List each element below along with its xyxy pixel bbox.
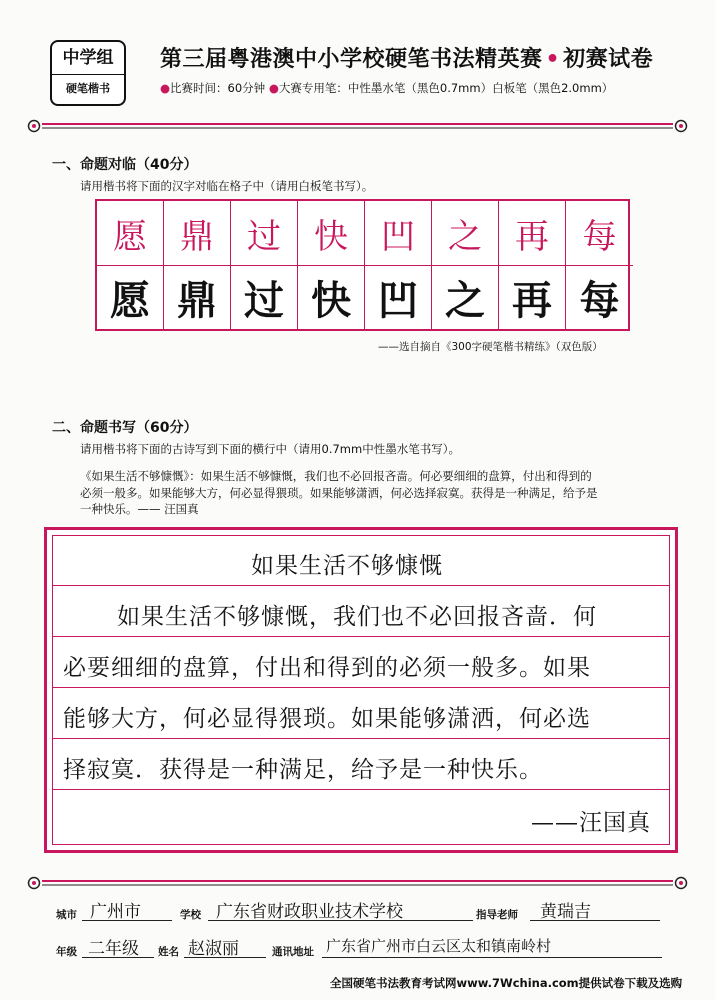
underline — [82, 957, 154, 958]
model-char: 过 — [231, 201, 298, 265]
poem-line: 必须一般多。如果能够大方，何必显得猥琐。如果能够潇洒，何必选择寂寞。获得是一种满足，给予是 — [80, 485, 598, 500]
bullet-icon: ● — [160, 81, 171, 95]
copy-grid — [95, 199, 630, 331]
exam-pen: 大赛专用笔：中性墨水笔（黑色0.7mm）白板笔（黑色2.0mm） — [278, 81, 614, 95]
address-label: 通讯地址 — [272, 946, 314, 958]
group-badge — [50, 40, 126, 106]
decorative-divider — [20, 875, 695, 891]
source-note: ——选自摘自《300字硬笔楷书精练》（双色版） — [378, 341, 603, 353]
underline — [208, 920, 473, 921]
written-char: 之 — [432, 265, 499, 329]
city-value: 广州市 — [90, 902, 141, 922]
decorative-divider — [20, 118, 695, 134]
model-char: 每 — [582, 216, 617, 257]
badge-group: 中学组 — [52, 42, 124, 75]
school-label: 学校 — [180, 909, 201, 921]
written-char: 过 — [231, 265, 298, 329]
poem-line: 一种快乐。—— 汪国真 — [80, 502, 199, 516]
teacher-label: 指导老师 — [476, 909, 518, 921]
address-value: 广东省广州市白云区太和镇南岭村 — [326, 937, 552, 955]
written-char: 愿 — [97, 265, 164, 329]
written-char: 凹 — [365, 265, 432, 329]
exam-info — [160, 80, 613, 96]
ruled-line — [53, 585, 669, 586]
teacher-value: 黄瑞吉 — [540, 902, 591, 922]
ruled-line — [53, 738, 669, 739]
badge-category: 硬笔楷书 — [66, 82, 110, 95]
city-label: 城市 — [56, 909, 77, 921]
poem-line: 《如果生活不够慷慨》：如果生活不够慷慨，我们也不必回报吝啬。何必要细细的盘算，付出和得到的 — [80, 469, 592, 483]
title-dot: • — [545, 47, 561, 72]
grade-label: 年级 — [56, 946, 77, 958]
model-char: 再 — [499, 201, 566, 265]
underline — [82, 920, 172, 921]
handwritten-line: 择寂寞．获得是一种满足，给予是一种快乐。 — [63, 757, 543, 783]
grade-value: 二年级 — [88, 939, 139, 959]
written-char: 再 — [499, 265, 566, 329]
model-char: 愿 — [97, 201, 164, 265]
section2-heading: 二、命题书写（60分） — [52, 420, 198, 436]
name-label: 姓名 — [158, 946, 179, 958]
ruled-line — [53, 789, 669, 790]
written-char: 每 — [566, 265, 633, 329]
poem-text — [80, 468, 680, 518]
section2-instruction: 请用楷书将下面的古诗写到下面的横行中（请用0.7mm中性墨水笔书写）。 — [80, 442, 460, 456]
ruled-line — [53, 687, 669, 688]
model-char: 凹 — [365, 201, 432, 265]
title-sub: 初赛试卷 — [563, 47, 654, 72]
model-char: 之 — [432, 201, 499, 265]
writing-lines — [52, 535, 670, 845]
written-char: 鼎 — [164, 265, 231, 329]
bullet-icon: ● — [268, 81, 279, 95]
handwritten-line: 必要细细的盘算，付出和得到的必须一般多。如果 — [63, 655, 591, 681]
handwritten-line: 如果生活不够慷慨，我们也不必回报吝啬．何 — [117, 604, 597, 630]
underline — [184, 957, 266, 958]
name-value: 赵淑丽 — [188, 939, 239, 959]
section1-instruction: 请用楷书将下面的汉字对临在格子中（请用白板笔书写）。 — [80, 179, 374, 193]
title-main: 第三届粤港澳中小学校硬笔书法精英赛 — [160, 47, 543, 72]
handwritten-signature: ——汪国真 — [531, 810, 651, 836]
section1-heading: 一、命题对临（40分） — [52, 157, 198, 173]
school-value: 广东省财政职业技术学校 — [216, 902, 403, 922]
footer-note: 全国硬笔书法教育考试网www.7Wchina.com提供试卷下载及选购 — [330, 976, 683, 990]
page-title — [160, 42, 653, 73]
underline — [322, 957, 662, 958]
exam-time: 比赛时间：60分钟 — [170, 81, 266, 95]
written-char: 快 — [298, 265, 365, 329]
writing-box — [44, 527, 678, 853]
model-char: 鼎 — [164, 201, 231, 265]
underline — [530, 920, 660, 921]
handwritten-line: 能够大方，何必显得猥琐。如果能够潇洒，何必选 — [63, 706, 591, 732]
model-char: 快 — [298, 201, 365, 265]
ruled-line — [53, 636, 669, 637]
handwritten-title: 如果生活不够慷慨 — [251, 553, 443, 579]
